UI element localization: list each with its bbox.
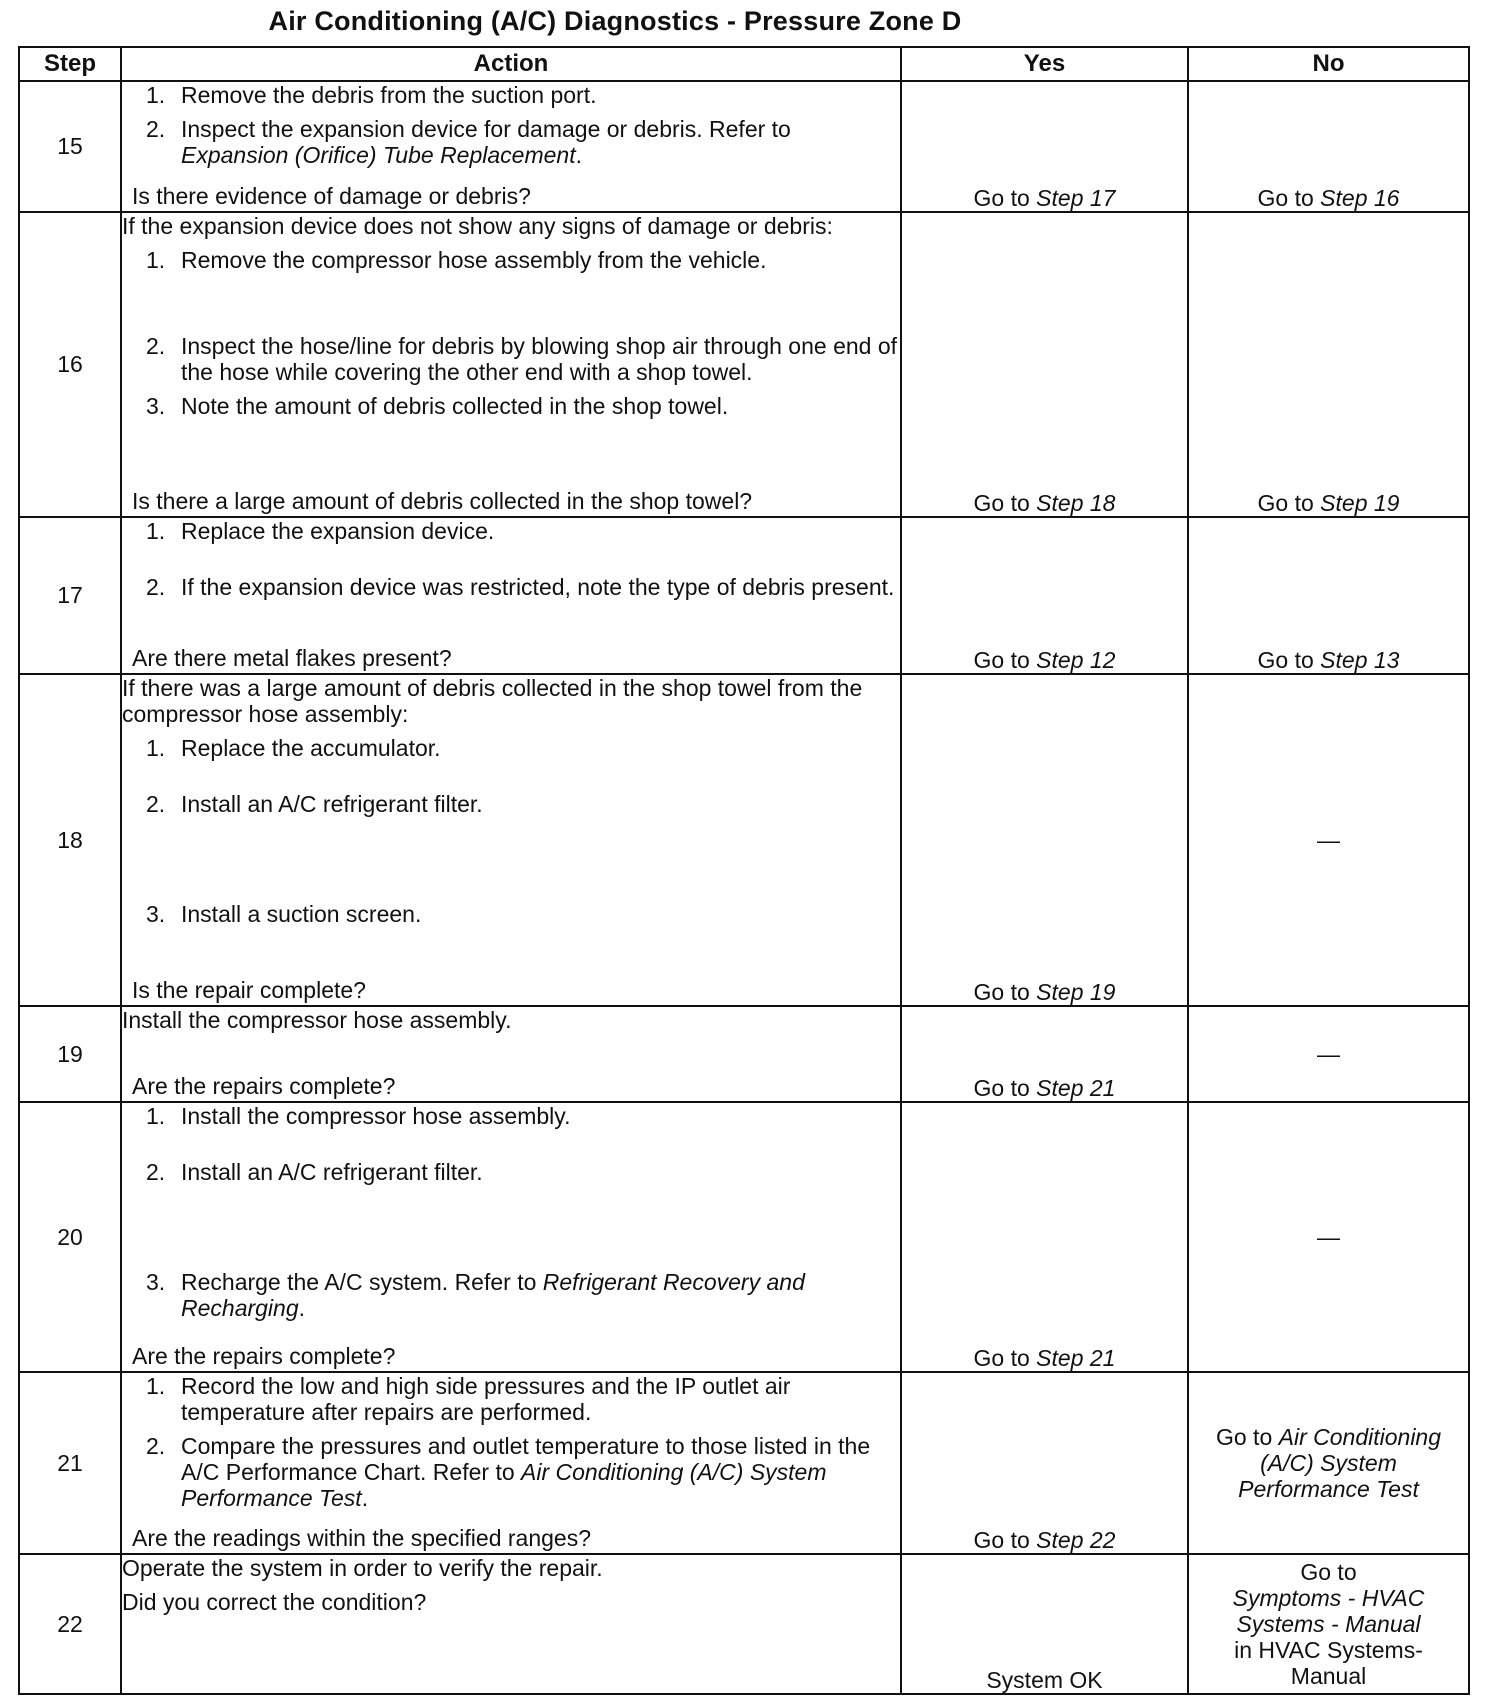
- table-row: [19, 1554, 1469, 1694]
- yes-cell: Go to Step 17: [901, 81, 1188, 212]
- intro-text: Operate the system in order to verify the repair.: [122, 1555, 603, 1581]
- list-item: 1. Remove the debris from the suction port.: [146, 82, 597, 108]
- list-item: 2. Install an A/C refrigerant filter.: [146, 791, 483, 817]
- goto-link[interactable]: Step 21: [1036, 1075, 1116, 1101]
- yes-cell: System OK: [901, 1554, 1188, 1694]
- question: Are there metal flakes present?: [132, 645, 452, 671]
- no-cell: —: [1188, 1102, 1469, 1372]
- action-cell: [121, 212, 901, 517]
- goto-link[interactable]: Step 19: [1036, 979, 1116, 1005]
- question: Is there a large amount of debris collected in the shop towel?: [132, 488, 753, 514]
- goto-link[interactable]: Step 18: [1036, 490, 1116, 516]
- question: Are the repairs complete?: [132, 1343, 396, 1369]
- step-number: 21: [19, 1372, 121, 1554]
- action-cell: [121, 1006, 901, 1102]
- goto-link[interactable]: Step 17: [1036, 185, 1116, 211]
- step-number: 20: [19, 1102, 121, 1372]
- step-number: 22: [19, 1554, 121, 1694]
- yes-cell: Go to Step 18: [901, 212, 1188, 517]
- page-title: Air Conditioning (A/C) Diagnostics - Pressure Zone D: [268, 6, 962, 36]
- list-item: 3. Note the amount of debris collected in the shop towel.: [146, 393, 729, 419]
- goto-link[interactable]: Step 12: [1036, 647, 1116, 673]
- step-number: 19: [19, 1006, 121, 1102]
- table-row: [19, 1372, 1469, 1554]
- goto-link[interactable]: Symptoms - HVAC Systems - Manual: [1232, 1585, 1425, 1637]
- table-row: [19, 674, 1469, 1006]
- table-row: [19, 1006, 1469, 1102]
- goto-link[interactable]: Step 16: [1320, 185, 1400, 211]
- yes-cell: Go to Step 22: [901, 1372, 1188, 1554]
- action-cell: [121, 674, 901, 1006]
- no-cell: Go to Step 16: [1188, 81, 1469, 212]
- list-item: 2. Install an A/C refrigerant filter.: [146, 1159, 483, 1185]
- step-number: 17: [19, 517, 121, 674]
- list-item: 2. If the expansion device was restricted, note the type of debris present.: [146, 574, 895, 600]
- list-item: 1. Record the low and high side pressures and the IP outlet air temperature after repairs are performed.: [146, 1373, 791, 1425]
- action-cell: [121, 1372, 901, 1554]
- action-cell: [121, 517, 901, 674]
- step-number: 16: [19, 212, 121, 517]
- header-row: [19, 47, 1469, 81]
- table-row: [19, 517, 1469, 674]
- action-cell: [121, 81, 901, 212]
- question: Are the readings within the specified ranges?: [132, 1525, 592, 1551]
- list-item: 3. Install a suction screen.: [146, 901, 422, 927]
- action-cell: [121, 1554, 901, 1694]
- yes-cell: Go to Step 12: [901, 517, 1188, 674]
- no-cell: Go to Step 19: [1188, 212, 1469, 517]
- intro-text: If there was a large amount of debris collected in the shop towel from the compressor hose assembly:: [122, 675, 863, 727]
- action-cell: [121, 1102, 901, 1372]
- no-cell: Go to Air Conditioning (A/C) System Performance Test: [1188, 1372, 1469, 1554]
- goto-link[interactable]: Air Conditioning (A/C) System Performance Test: [1238, 1424, 1442, 1502]
- no-cell: —: [1188, 1006, 1469, 1102]
- no-cell: —: [1188, 674, 1469, 1006]
- question: Is there evidence of damage or debris?: [132, 183, 531, 209]
- reference-link[interactable]: Expansion (Orifice) Tube Replacement: [181, 142, 576, 168]
- yes-cell: Go to Step 21: [901, 1102, 1188, 1372]
- list-item: 2. Inspect the expansion device for damage or debris. Refer to Expansion (Orifice) Tube Replacement.: [146, 116, 791, 168]
- list-item: 1. Remove the compressor hose assembly from the vehicle.: [146, 247, 767, 273]
- reference-link[interactable]: Air Conditioning (A/C) System Performance Test: [181, 1459, 827, 1511]
- list-item: 1. Replace the expansion device.: [146, 518, 495, 544]
- step-number: 18: [19, 674, 121, 1006]
- goto-link[interactable]: Step 21: [1036, 1345, 1116, 1371]
- yes-cell: Go to Step 21: [901, 1006, 1188, 1102]
- table-row: [19, 1102, 1469, 1372]
- header-action: Action: [121, 47, 901, 81]
- no-cell: Go to Step 13: [1188, 517, 1469, 674]
- header-no: No: [1188, 47, 1469, 81]
- list-item: 2. Inspect the hose/line for debris by blowing shop air through one end of the hose while covering the other end with a shop towel.: [146, 333, 898, 385]
- list-item: 3. Recharge the A/C system. Refer to Refrigerant Recovery and Recharging.: [146, 1269, 805, 1321]
- no-cell: Go to Symptoms - HVAC Systems - Manual in HVAC Systems-Manual: [1188, 1554, 1469, 1694]
- list-item: 2. Compare the pressures and outlet temperature to those listed in the A/C Performance Chart. Refer to Air Conditioning (A/C) System Performance Test.: [146, 1433, 871, 1511]
- intro-text: If the expansion device does not show any signs of damage or debris:: [122, 213, 833, 239]
- goto-link[interactable]: Step 13: [1320, 647, 1400, 673]
- intro-text: Install the compressor hose assembly.: [122, 1007, 512, 1033]
- goto-link[interactable]: Step 19: [1320, 490, 1400, 516]
- yes-cell: Go to Step 19: [901, 674, 1188, 1006]
- question: Is the repair complete?: [132, 977, 366, 1003]
- header-yes: Yes: [901, 47, 1188, 81]
- goto-link[interactable]: Step 22: [1036, 1527, 1116, 1553]
- table-row: [19, 212, 1469, 517]
- list-item: 1. Replace the accumulator.: [146, 735, 441, 761]
- question: Did you correct the condition?: [122, 1589, 427, 1615]
- reference-link[interactable]: Refrigerant Recovery and Recharging: [181, 1269, 805, 1321]
- step-number: 15: [19, 81, 121, 212]
- diagnostics-table: [18, 46, 1470, 1695]
- header-step: Step: [19, 47, 121, 81]
- list-item: 1. Install the compressor hose assembly.: [146, 1103, 571, 1129]
- table-row: [19, 81, 1469, 212]
- question: Are the repairs complete?: [132, 1073, 396, 1099]
